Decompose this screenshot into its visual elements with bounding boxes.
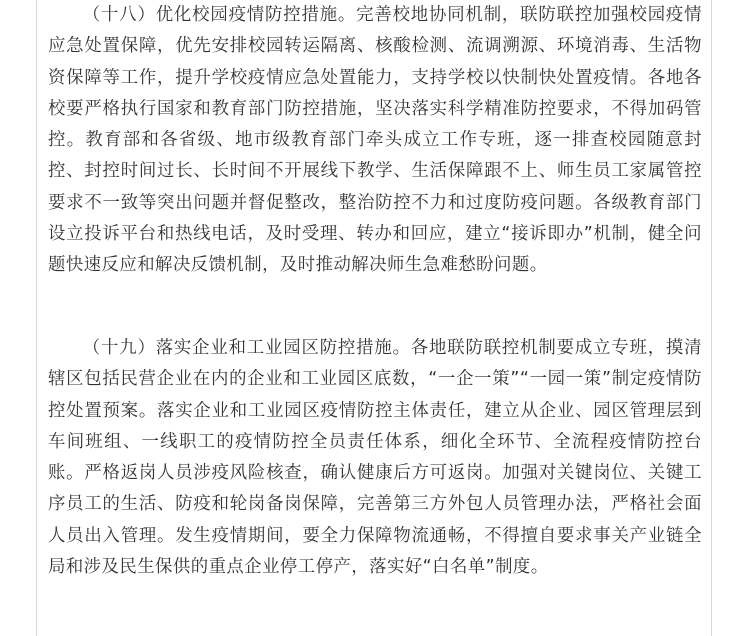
right-border-line bbox=[711, 0, 712, 636]
paragraph-enterprise-measures: （十九）落实企业和工业园区防控措施。各地联防联控机制要成立专班，摸清辖区包括民营企业在内的企业和工业园区底数，“一企一策”“一园一策”制定疫情防控处置预案。落实企业和工业园区疫情防控主体责任，建立从企业、园区管理层到车间班组、一线职工的疫情防控全员责任体系，细化全环节、全流程疫情防控台账。严格返岗人员涉疫风险核查，确认健康后方可返岗。加强对关键岗位、关键工序员工的生活、防疫和轮岗备岗保障，完善第三方外包人员管理办法，严格社会面人员出入管理。发生疫情期间，要全力保障物流通畅，不得擅自要求事关产业链全局和涉及民生保供的重点企业停工停产，落实好“白名单”制度。 bbox=[48, 338, 702, 578]
paragraph-school-measures: （十八）优化校园疫情防控措施。完善校地协同机制，联防联控加强校园疫情应急处置保障，优先安排校园转运隔离、核酸检测、流调溯源、环境消毒、生活物资保障等工作，提升学校疫情应急处置能力，支持学校以快制快处置疫情。各地各校要严格执行国家和教育部门防控措施，坚决落实科学精准防控要求，不得加码管控。教育部和各省级、地市级教育部门牵头成立工作专班，逐一排查校园随意封控、封控时间过长、长时间不开展线下教学、生活保障跟不上、师生员工家属管控要求不一致等突出问题并督促整改，整治防控不力和过度防疫问题。各级教育部门设立投诉平台和热线电话，及时受理、转办和回应，建立“接诉即办”机制，健全问题快速反应和解决反馈机制，及时推动解决师生急难愁盼问题。 bbox=[48, 5, 702, 276]
left-border-line bbox=[36, 0, 37, 636]
